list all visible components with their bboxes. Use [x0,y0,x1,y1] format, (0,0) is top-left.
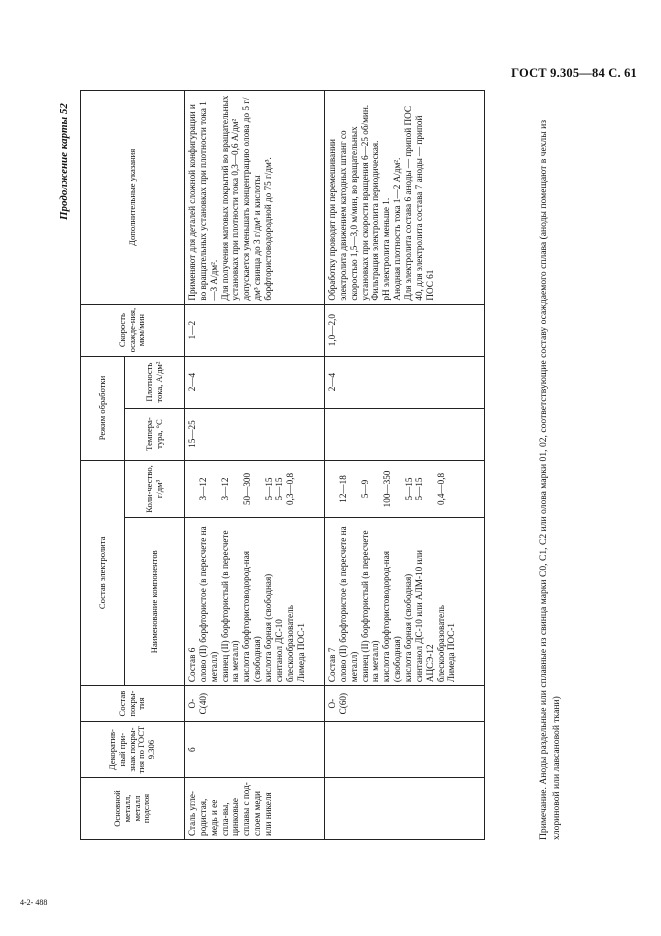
quantity-value: 12—18 [338,475,348,503]
header-electrolyte: Состав электролита [81,460,125,686]
quantity-value: 5—15 [403,477,414,501]
continuation-label: Продолжение карты 52 [58,103,70,220]
notes-cell [325,91,485,305]
quantities-cell [325,460,485,518]
quantity-value: 5—15 [263,477,274,501]
temperature-cell [325,408,485,460]
note-paragraph: Обработку проводят при перемешивании электролита движением катодных штанг со скоростью 1,5—3,0 м/мин, во вращательных установках при скорости вращения 6—25 об/мин. [327,104,370,301]
composition-title: Состав 7 [327,647,337,683]
page-code: 4-2- 488 [20,898,48,907]
components-cell [325,518,485,686]
header-notes: Дополнительные указания [81,91,185,305]
note-paragraph: Анодная плотность тока 1—2 А/дм². [392,157,403,301]
quantity-value: 100—350 [381,470,392,508]
note-paragraph: Фильтрация электролита периодическая. [370,140,381,301]
coating-cell: О-С(40) [185,686,325,722]
component-item: Лимеда ПОС-1 [446,622,457,683]
density-cell: 2—4 [185,356,325,408]
note-paragraph: pH электролита меньше 1. [381,197,392,301]
component-item: свинец (II) борфтористый (в пересчете на металл) [219,530,241,683]
note-paragraph: Применяют для деталей сложной конфигурации и во вращательных установках при плотности тока 1—3 А/дм². [187,101,219,301]
component-item: синтанол ДС-10 или АЛМ-10 или АЦСЭ-12 [413,550,435,683]
component-item: синтанол ДС-10 [273,619,284,683]
header-rate: Скорость осажде-ния, мкм/мин [81,304,185,356]
quantity-value: 3—12 [219,477,230,501]
header-mode: Режим обработки [81,356,125,460]
rotated-table-block [58,80,620,840]
header-density: Плотность тока, А/дм² [125,356,185,408]
quantities-cell [185,460,325,518]
notes-cell [185,91,325,305]
component-item: кислота борная (свободная) [263,573,274,683]
component-item: блескообразователь [435,605,446,683]
quantity-value: 3—12 [198,477,208,501]
rate-cell: 1,0—2,0 [325,304,485,356]
rate-cell: 1—2 [185,304,325,356]
composition-title: Состав 6 [187,647,197,683]
components-cell [185,518,325,686]
table-footnote: Примечание. Аноды раздельные или сплавные из свинца марки С0, С1, С2 или олова марки 01, 02, соответствующие составу осаждаемого сплава (аноды помещают в чехлы из хлориновой или лавсановой ткани) [538,120,562,840]
quantity-value: 0,4—0,8 [436,472,447,506]
component-item: кислота борфтористоводород-ная (свободная) [381,550,403,683]
component-item: олово (II) борфтористое (в пересчете на металл) [197,526,219,683]
quantity-value: 50—300 [241,472,252,506]
header-quantity: Коли-чество, г/дм³ [125,460,185,518]
decorative-cell: б [185,722,325,778]
quantity-value: 5—15 [414,477,425,501]
component-item: свинец (II) борфтористый (в пересчете на металл) [359,530,381,683]
component-item: кислота борфтористоводород-ная (свободная) [241,550,263,683]
coating-cell: О-С(60) [325,686,485,722]
header-temperature: Темпера-тура, °С [125,408,185,460]
quantity-value: 5—15 [274,477,285,501]
note-paragraph: Для получения матовых покрытий во вращательных установках при плотности тока 0,3—0,6 А/дм² допускается уменьшать концентрацию олова до 5 г/дм³ свинца до 3 г/дм³ и кислоты борфтористоводородной до 75 г/дм³. [219,95,274,301]
density-cell: 2—4 [325,356,485,408]
header-component-name: Наименование компонентов [125,518,185,686]
header-coating: Состав покры-тия [81,686,185,722]
component-item: Лимеда ПОС-1 [295,622,306,683]
component-item: блескообразователь [284,605,295,683]
component-item: кислота борная (свободная) [403,573,414,683]
base-metal-cell [325,778,485,840]
header-base-metal: Основной металл, металл подслоя [81,778,185,840]
document-header: ГОСТ 9.305—84 С. 61 [511,66,637,80]
decorative-cell [325,722,485,778]
base-metal-cell: Сталь угле-родистая, медь и ее спла-вы, цинковые сплавы с под-слоем меди или никеля [185,778,325,840]
note-paragraph: Для электролита состава 6 аноды — припой ПОС 40, для электролита состава 7 аноды — припой ПОС 61 [403,106,435,301]
temperature-cell: 15—25 [185,408,325,460]
header-decorative: Декоратив-ный при-знак покры-тия по ГОСТ 9.306 [81,722,185,778]
quantity-value: 5—9 [359,479,370,499]
electrolyte-table [80,90,485,840]
component-item: олово (II) борфтористое (в пересчете на металл) [337,526,359,683]
quantity-value: 0,3—0,8 [285,472,296,506]
table-row [325,91,485,840]
table-row [185,91,325,840]
